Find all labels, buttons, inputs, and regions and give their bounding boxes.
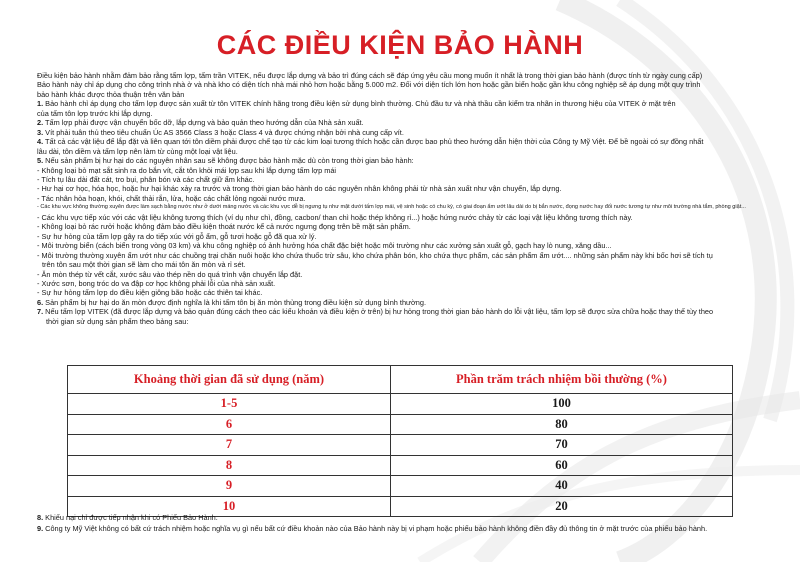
- exclusion-item: - Ăn mòn thép từ vết cắt, xước sâu vào thép nền do quá trình vận chuyển lắp đặt.: [37, 269, 303, 279]
- condition-item-2: [37, 118, 763, 127]
- item-text: Nếu sản phẩm bị hư hại do các nguyên nhân sau sẽ không được bảo hành mặc dù còn trong thời gian bảo hành:: [45, 156, 414, 166]
- condition-item-4-cont: lâu dài, tôn diềm và tấm lợp nên làm từ cùng một loại vật liệu.: [37, 146, 238, 156]
- percent-cell: 100: [391, 394, 733, 415]
- table-row: [68, 394, 733, 415]
- table-row: [68, 414, 733, 435]
- item-number: 7.: [37, 307, 44, 317]
- exclusion-item: - Xước sơn, bong tróc do va đập cơ học không phải lỗi của nhà sản xuất.: [37, 278, 276, 288]
- period-cell: 10: [68, 496, 391, 517]
- column-header-percent: Phần trăm trách nhiệm bồi thường (%): [391, 366, 733, 394]
- item-number: 1.: [37, 99, 44, 109]
- condition-item-1-cont: của tấm tôn lợp trước khi lắp dựng.: [37, 108, 153, 118]
- period-cell: 6: [68, 414, 391, 435]
- percent-cell: 40: [391, 476, 733, 497]
- item-text: Bảo hành chỉ áp dụng cho tấm lợp được sản xuất từ tôn VITEK chính hãng trong điều kiện sử dụng bình thường. Chủ đầu tư và nhà thầu cần kiểm tra nhãn in thương hiệu của VITEK ở mặt trên: [45, 99, 676, 109]
- table-row: [68, 476, 733, 497]
- period-cell: 9: [68, 476, 391, 497]
- period-cell: 1-5: [68, 394, 391, 415]
- item-text: Vít phải tuân thủ theo tiêu chuẩn Úc AS 3566 Class 3 hoặc Class 4 và được chứng nhận bởi nhà cung cấp vít.: [45, 127, 404, 137]
- exclusion-item: - Các khu vực tiếp xúc với các vật liệu không tương thích (ví dụ như chì, đồng, cacbon/ than chì hoặc thép không rỉ...) hoặc hứng nước chảy từ các loại vật liệu không tương thích này.: [37, 212, 633, 222]
- column-header-period: Khoảng thời gian đã sử dụng (năm): [68, 366, 391, 394]
- item-number: 9.: [37, 524, 44, 534]
- condition-item-4: [37, 137, 763, 146]
- exclusion-item: - Không loại bỏ rác rưởi hoặc không đảm bảo điều kiện thoát nước kể cả nước ngưng đọng trên bề mặt sản phẩm.: [37, 222, 411, 232]
- condition-item-1: [37, 99, 763, 108]
- exclusion-item: - Tích tụ lâu dài đất cát, tro bụi, phân bón và các chất giữ ẩm khác.: [37, 174, 255, 184]
- exclusion-item: - Tác nhân hỏa hoạn, khói, chất thải rắn, lửa, hoặc các chất lỏng ngoài nước mưa.: [37, 193, 306, 203]
- percent-cell: 80: [391, 414, 733, 435]
- intro-line: Bảo hành này chỉ áp dụng cho công trình nhà ở và nhà kho có diện tích nhà mái nhỏ hơn hoặc bằng 5.000 m2. Đối với diện tích lớn hơn hoặc gần biển hoặc gần khu công nghiệp sẽ áp dụng một quy trình: [37, 80, 701, 90]
- exclusion-item: - Các khu vực không thường xuyên được làm sạch bằng nước như ở dưới máng nước và các khu vực dễ bị ngưng tụ như mặt dưới tấm lợp mái, vệ sinh hoặc có chu kỳ, có giai đoạn ẩm ướt lâu dài do bị bắn nước, đọng nước hay đối nước tương tự như môi trường nhà tắm, phòng giặt...: [37, 204, 746, 211]
- page-title: CÁC ĐIỀU KIỆN BẢO HÀNH: [216, 30, 584, 60]
- item-number: 5.: [37, 156, 44, 166]
- exclusion-item: trên tôn sau một thời gian sẽ làm cho mái tôn ăn mòn và rỉ sét.: [42, 260, 246, 270]
- compensation-table: [67, 365, 733, 517]
- item-number: 4.: [37, 137, 44, 147]
- item-number: 6.: [37, 297, 44, 307]
- footer-item-8: [37, 512, 763, 523]
- condition-item-7: [37, 307, 763, 316]
- item-number: 8.: [37, 513, 44, 522]
- percent-cell: 70: [391, 435, 733, 456]
- exclusion-item: - Môi trường biển (cách biển trong vòng 03 km) và khu công nghiệp có ảnh hưởng hóa chất đặc biệt hoặc môi trường như các xưởng sản xuất gỗ, gạch hay lò nung, xăng dầu...: [37, 241, 612, 251]
- exclusion-item: - Sự hư hỏng tấm lợp do điều kiện giông bão hoặc các thiên tai khác.: [37, 288, 263, 298]
- item-number: 2.: [37, 118, 44, 128]
- condition-item-7-cont: thời gian sử dụng sản phẩm theo bảng sau:: [46, 316, 189, 326]
- exclusion-item: - Không loại bỏ mạt sắt sinh ra do bắn vít, cắt tôn khỏi mái lợp sau khi lắp dựng tấm lợp mái: [37, 165, 337, 175]
- item-text: Khiếu nại chỉ được tiếp nhận khi có Phiếu Bảo Hành.: [45, 513, 218, 522]
- period-cell: 8: [68, 455, 391, 476]
- footer-item-9: [37, 523, 763, 534]
- item-text: Công ty Mỹ Việt không có bất cứ trách nhiệm hoặc nghĩa vụ gì nếu bất cứ điều khoản nào của Bảo hành này bị vi phạm hoặc phiếu bảo hành không điền đầy đủ thông tin ở mặt trước của phiếu bảo hành.: [45, 524, 708, 534]
- condition-item-3: [37, 128, 763, 137]
- period-cell: 7: [68, 435, 391, 456]
- percent-cell: 20: [391, 496, 733, 517]
- condition-item-6: [37, 298, 763, 307]
- intro-line: bảo hành khác được thỏa thuận trên văn bản: [37, 89, 185, 99]
- intro-line: Điều kiện bảo hành nhằm đảm bảo rằng tấm lợp, tấm trần VITEK, nếu được lắp dựng và bảo trì đúng cách sẽ đáp ứng yêu cầu mong muốn ít nhất là trong thời gian bảo hành (được tính từ ngày cung cấp): [37, 71, 703, 80]
- item-text: Tấm lợp phải được vận chuyển bốc dỡ, lắp dựng và bảo quản theo hướng dẫn của Nhà sản xuất.: [45, 118, 364, 128]
- percent-cell: 60: [391, 455, 733, 476]
- table-row: [68, 455, 733, 476]
- table-row: [68, 435, 733, 456]
- warranty-body: [37, 71, 763, 326]
- item-text: Sản phẩm bị hư hại do ăn mòn được định nghĩa là khi tấm tôn bị ăn mòn thủng trong điều kiện sử dụng bình thường.: [45, 297, 426, 307]
- footer-notes: [37, 512, 763, 535]
- exclusion-item: - Môi trường thường xuyên ẩm ướt như các chuồng trại chăn nuôi hoặc kho chứa thuốc trừ sâu, kho chứa phân bón, kho chứa thực phẩm, các sản phẩm ẩm ướt.... những sản phẩm này khi bốc hơi sẽ tích tụ: [37, 250, 713, 260]
- condition-item-5: [37, 156, 763, 165]
- exclusion-item: - Hư hại cơ học, hóa học, hoặc hư hại khác xảy ra trước và trong thời gian bảo hành do các nguyên nhân không phải từ nhà sản xuất như vận chuyển, lắp dựng.: [37, 184, 562, 194]
- item-text: Tất cả các vật liệu để lắp đặt và liên quan tới tôn diềm phải được chế tạo từ các kim loại tương thích hoặc cần được bao phủ theo hướng dẫn hiện thời của Công ty Mỹ Việt. Để bề ngoài có sự đồng nhất: [45, 137, 704, 147]
- table-header-row: [68, 366, 733, 394]
- exclusion-item: - Sự hư hỏng của tấm lợp gây ra do tiếp xúc với gỗ ẩm, gỗ tươi hoặc gỗ đã qua xử lý.: [37, 231, 317, 241]
- item-number: 3.: [37, 127, 44, 137]
- item-text: Nếu tấm lợp VITEK (đã được lắp dựng và bảo quản đúng cách theo các kiểu khoản và điều kiện ở trên) bị hư hỏng trong thời gian bảo hành do lỗi vật liệu, tấm lợp sẽ được sửa chữa hoặc thay thế tùy theo: [45, 307, 714, 317]
